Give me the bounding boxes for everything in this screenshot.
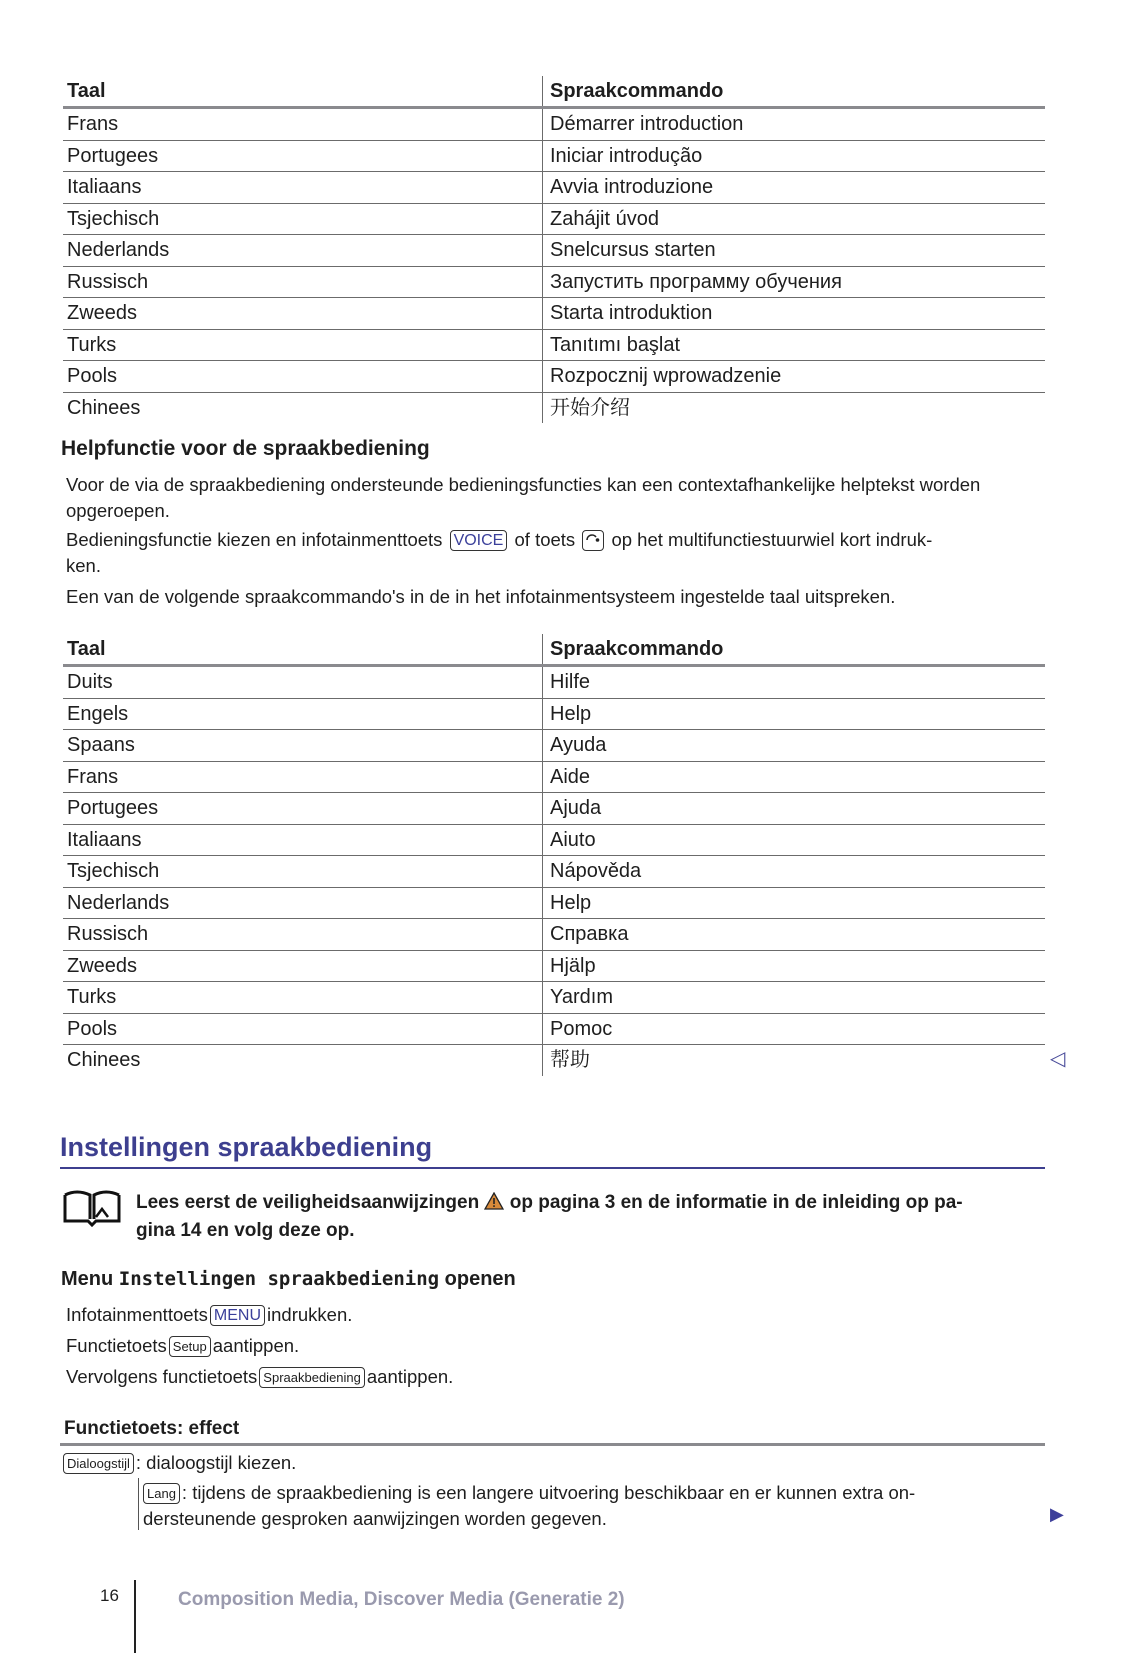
dialog-style-key: Dialoogstijl bbox=[63, 1453, 134, 1474]
column-header-language: Taal bbox=[63, 76, 543, 108]
intro-commands-table bbox=[63, 76, 1045, 423]
command-cell: Démarrer introduction bbox=[543, 108, 1046, 141]
help-paragraph-2 bbox=[66, 527, 1046, 553]
language-cell: Nederlands bbox=[63, 887, 543, 919]
help-paragraph-2-cont: ken. bbox=[66, 555, 101, 576]
language-cell: Duits bbox=[63, 666, 543, 699]
command-cell: Hilfe bbox=[543, 666, 1046, 699]
column-header-command: Spraakcommando bbox=[543, 634, 1046, 666]
lang-text: dersteunende gesproken aanwijzingen worden gegeven. bbox=[143, 1508, 607, 1529]
command-cell: Запустить программу обучения bbox=[543, 266, 1046, 298]
table-row bbox=[63, 793, 1045, 825]
step-text: Vervolgens functietoets bbox=[66, 1366, 258, 1387]
table-row bbox=[63, 108, 1045, 141]
help-paragraph-1: Voor de via de spraakbediening ondersteunde bedieningsfuncties kan een contextafhankelijke helptekst worden opgeroepen. bbox=[66, 474, 981, 521]
table-header-row bbox=[63, 76, 1045, 108]
column-header-language: Taal bbox=[63, 634, 543, 666]
table-row bbox=[63, 1045, 1045, 1076]
step-text: Infotainmenttoets bbox=[66, 1304, 208, 1325]
command-cell: Pomoc bbox=[543, 1013, 1046, 1045]
help-paragraph-2-text: of toets bbox=[514, 529, 576, 550]
step-text: aantippen. bbox=[366, 1366, 454, 1387]
table-row bbox=[63, 982, 1045, 1014]
menu-heading-text: Menu bbox=[61, 1268, 114, 1290]
table-row bbox=[63, 298, 1045, 330]
lang-text: : tijdens de spraakbediening is een langere uitvoering beschikbaar en er kunnen extra on- bbox=[181, 1482, 916, 1503]
table-row bbox=[63, 761, 1045, 793]
step-text: aantippen. bbox=[212, 1335, 300, 1356]
voice-key: VOICE bbox=[450, 530, 508, 551]
setup-key: Setup bbox=[169, 1336, 211, 1357]
command-cell: 开始介绍 bbox=[543, 392, 1046, 423]
table-row bbox=[63, 824, 1045, 856]
step-2 bbox=[66, 1333, 299, 1359]
table-row bbox=[63, 172, 1045, 204]
footer-divider bbox=[134, 1580, 136, 1653]
language-cell: Pools bbox=[63, 361, 543, 393]
step-text: Functietoets bbox=[66, 1335, 167, 1356]
command-cell: Iniciar introdução bbox=[543, 140, 1046, 172]
safety-notice-text: Lees eerst de veiligheidsaanwijzingen bbox=[136, 1192, 480, 1213]
table-header-row bbox=[63, 634, 1045, 666]
table-row bbox=[63, 203, 1045, 235]
command-cell: Tanıtımı başlat bbox=[543, 329, 1046, 361]
book-icon bbox=[62, 1187, 122, 1232]
help-paragraph-3: Een van de volgende spraakcommando's in de in het infotainmentsysteem ingestelde taal uitspreken. bbox=[66, 586, 896, 607]
continue-arrow-icon: ▶ bbox=[1050, 1504, 1064, 1524]
language-cell: Italiaans bbox=[63, 172, 543, 204]
step-1 bbox=[66, 1302, 352, 1328]
language-cell: Russisch bbox=[63, 919, 543, 951]
language-cell: Frans bbox=[63, 761, 543, 793]
voice-control-key: Spraakbediening bbox=[259, 1367, 365, 1388]
table-row bbox=[63, 919, 1045, 951]
language-cell: Chinees bbox=[67, 1049, 141, 1072]
indent-bar bbox=[138, 1478, 139, 1530]
command-cell: Help bbox=[543, 698, 1046, 730]
language-cell: Spaans bbox=[63, 730, 543, 762]
table-row bbox=[63, 235, 1045, 267]
safety-notice bbox=[136, 1190, 1046, 1244]
command-cell: Zahájit úvod bbox=[543, 203, 1046, 235]
menu-heading-text: openen bbox=[444, 1268, 516, 1290]
language-cell: Portugees bbox=[63, 140, 543, 172]
command-cell: Справка bbox=[543, 919, 1046, 951]
table-row bbox=[63, 140, 1045, 172]
table-row bbox=[63, 950, 1045, 982]
section-title: Instellingen spraakbediening bbox=[60, 1132, 433, 1162]
help-paragraph-2-text: Bedieningsfunctie kiezen en infotainmenttoets bbox=[66, 529, 443, 550]
table-row bbox=[63, 698, 1045, 730]
command-cell: Starta introduktion bbox=[543, 298, 1046, 330]
table-row bbox=[63, 329, 1045, 361]
command-cell: Snelcursus starten bbox=[543, 235, 1046, 267]
table-row bbox=[63, 392, 1045, 423]
command-cell: Ayuda bbox=[543, 730, 1046, 762]
column-header-command: Spraakcommando bbox=[543, 76, 1046, 108]
dialog-style-row bbox=[63, 1450, 296, 1476]
menu-heading-menu-name: Instellingen spraakbediening bbox=[118, 1268, 440, 1290]
command-cell: Aiuto bbox=[543, 824, 1046, 856]
language-cell: Engels bbox=[63, 698, 543, 730]
language-cell: Russisch bbox=[63, 266, 543, 298]
safety-notice-text: op pagina 3 en de informatie in de inleiding op pa- bbox=[509, 1192, 963, 1213]
language-cell: Tsjechisch bbox=[63, 856, 543, 888]
command-cell: Nápověda bbox=[543, 856, 1046, 888]
language-cell: Zweeds bbox=[63, 950, 543, 982]
command-cell: Ajuda bbox=[543, 793, 1046, 825]
dialog-style-text: : dialoogstijl kiezen. bbox=[135, 1452, 297, 1473]
step-text: indrukken. bbox=[267, 1304, 353, 1325]
language-cell: Turks bbox=[63, 982, 543, 1014]
command-cell: Aide bbox=[543, 761, 1046, 793]
table-row bbox=[63, 666, 1045, 699]
safety-notice-text: gina 14 en volg deze op. bbox=[136, 1220, 355, 1241]
lang-row bbox=[143, 1480, 1043, 1532]
language-cell: Tsjechisch bbox=[63, 203, 543, 235]
language-cell: Turks bbox=[63, 329, 543, 361]
command-cell: 帮助 bbox=[543, 1045, 1046, 1076]
effect-table-heading: Functietoets: effect bbox=[64, 1418, 240, 1439]
publication-title: Composition Media, Discover Media (Generatie 2) bbox=[178, 1589, 625, 1610]
step-3 bbox=[66, 1364, 453, 1390]
menu-open-heading bbox=[61, 1268, 516, 1291]
voice-wheel-button-icon bbox=[582, 530, 604, 551]
command-cell: Avvia introduzione bbox=[543, 172, 1046, 204]
language-cell: Zweeds bbox=[63, 298, 543, 330]
help-commands-table bbox=[63, 634, 1045, 1076]
menu-key: MENU bbox=[210, 1305, 265, 1326]
warning-triangle-icon bbox=[484, 1192, 504, 1218]
language-cell: Chinees bbox=[67, 396, 141, 419]
lang-key: Lang bbox=[143, 1483, 180, 1504]
table-row bbox=[63, 1013, 1045, 1045]
language-cell: Nederlands bbox=[63, 235, 543, 267]
command-cell: Help bbox=[543, 887, 1046, 919]
table-row bbox=[63, 730, 1045, 762]
help-paragraph-2-text: op het multifunctiestuurwiel kort indruk- bbox=[611, 529, 933, 550]
language-cell: Pools bbox=[63, 1013, 543, 1045]
table-row bbox=[63, 887, 1045, 919]
command-cell: Yardım bbox=[543, 982, 1046, 1014]
table-row bbox=[63, 361, 1045, 393]
language-cell: Italiaans bbox=[63, 824, 543, 856]
language-cell: Frans bbox=[63, 108, 543, 141]
table-row bbox=[63, 266, 1045, 298]
language-cell: Portugees bbox=[63, 793, 543, 825]
table-row bbox=[63, 856, 1045, 888]
command-cell: Rozpocznij wprowadzenie bbox=[543, 361, 1046, 393]
command-cell: Hjälp bbox=[543, 950, 1046, 982]
page-number: 16 bbox=[100, 1586, 119, 1605]
help-section-heading: Helpfunctie voor de spraakbediening bbox=[61, 437, 430, 460]
section-end-icon: ◁ bbox=[1050, 1048, 1066, 1070]
section-title-rule bbox=[60, 1167, 1045, 1169]
effect-table-rule bbox=[60, 1443, 1045, 1446]
